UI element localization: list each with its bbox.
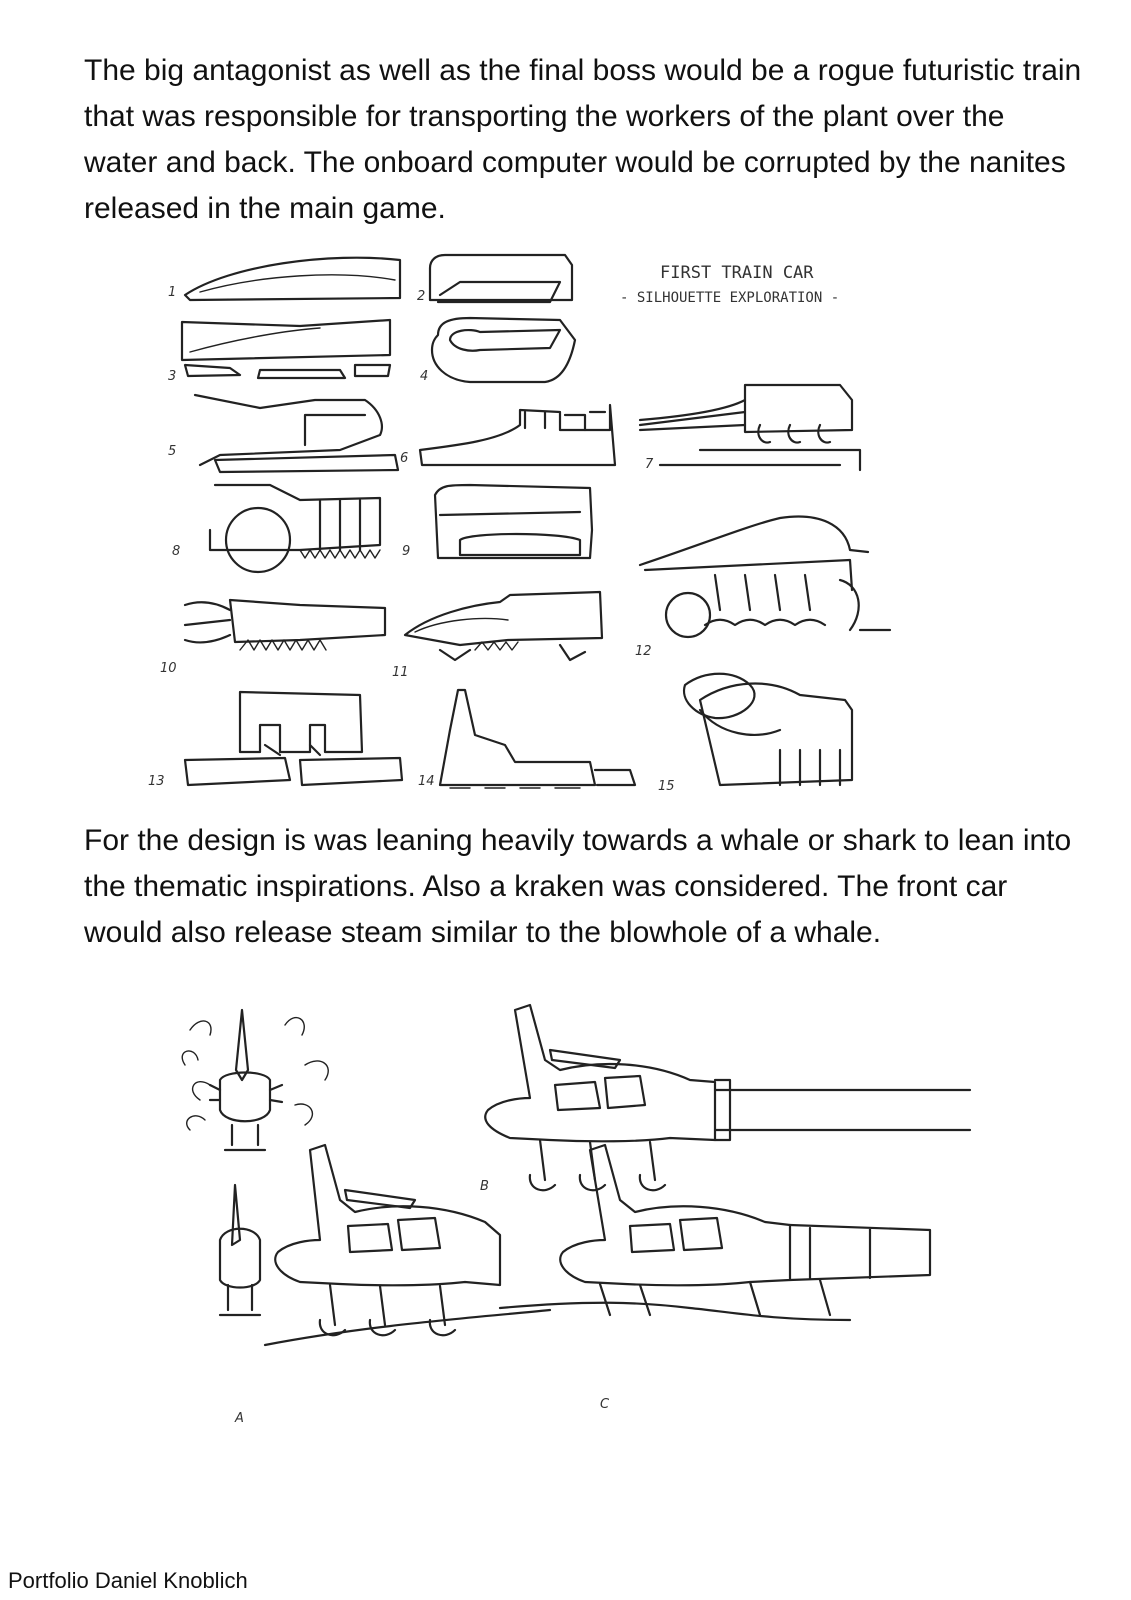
sketch-label-9: 9 <box>402 544 411 559</box>
top-view-steam-sketch <box>182 1010 328 1150</box>
silhouette-7 <box>640 385 860 470</box>
variant-c-sketch <box>500 1145 930 1320</box>
sketch-label-4: 4 <box>420 369 429 384</box>
silhouette-1 <box>185 258 400 300</box>
sketch-label-15: 15 <box>658 779 675 794</box>
silhouette-11 <box>405 592 602 660</box>
design-paragraph: For the design is was leaning heavily towards a whale or shark to lean into the thematic inspirations. Also a kraken was considered. The front car would also release steam similar to the blowhole of a whale. <box>84 824 1072 949</box>
portfolio-footer: Portfolio Daniel Knoblich <box>8 1568 248 1593</box>
silhouette-14 <box>440 690 635 788</box>
silhouette-exploration-sketch <box>140 240 1040 805</box>
silhouette-10 <box>185 600 385 650</box>
sketch-label-3: 3 <box>168 369 177 384</box>
silhouette-8 <box>210 485 380 572</box>
silhouette-9 <box>435 485 592 558</box>
sketch-label-12: 12 <box>635 644 652 659</box>
sketch-label-10: 10 <box>160 661 177 676</box>
variant-b-sketch <box>485 1005 970 1190</box>
sheet-heading-2: - SILHOUETTE EXPLORATION - <box>620 290 840 306</box>
sketch-label-13: 13 <box>148 774 165 789</box>
top-view-sketch <box>220 1185 260 1315</box>
silhouette-4 <box>432 318 575 382</box>
sketch-label-6: 6 <box>400 451 409 466</box>
variant-label-c: C <box>600 1397 610 1412</box>
sketch-label-14: 14 <box>418 774 435 789</box>
silhouette-5 <box>195 395 398 472</box>
silhouette-3 <box>182 320 390 378</box>
sketch-label-7: 7 <box>645 457 654 472</box>
sketch-label-5: 5 <box>168 444 177 459</box>
silhouette-2 <box>430 255 572 302</box>
variant-a-sketch <box>265 1145 550 1345</box>
silhouette-6 <box>420 405 615 465</box>
intro-paragraph: The big antagonist as well as the final boss would be a rogue futuristic train that was responsible for transporting the workers of the plant over the water and back. The onboard computer would be corrupted by the nanites released in the main game. <box>84 54 1082 225</box>
silhouette-13 <box>185 692 402 785</box>
whale-train-variants-sketch <box>170 990 1030 1450</box>
sheet-heading-1: FIRST TRAIN CAR <box>660 263 814 283</box>
silhouette-12 <box>640 517 890 637</box>
silhouette-15 <box>684 674 852 785</box>
variant-label-a: A <box>235 1411 244 1426</box>
sketch-label-1: 1 <box>168 285 177 300</box>
sketch-label-8: 8 <box>172 544 181 559</box>
sketch-label-2: 2 <box>417 289 426 304</box>
sketch-label-11: 11 <box>392 665 409 680</box>
variant-label-b: B <box>480 1179 489 1194</box>
